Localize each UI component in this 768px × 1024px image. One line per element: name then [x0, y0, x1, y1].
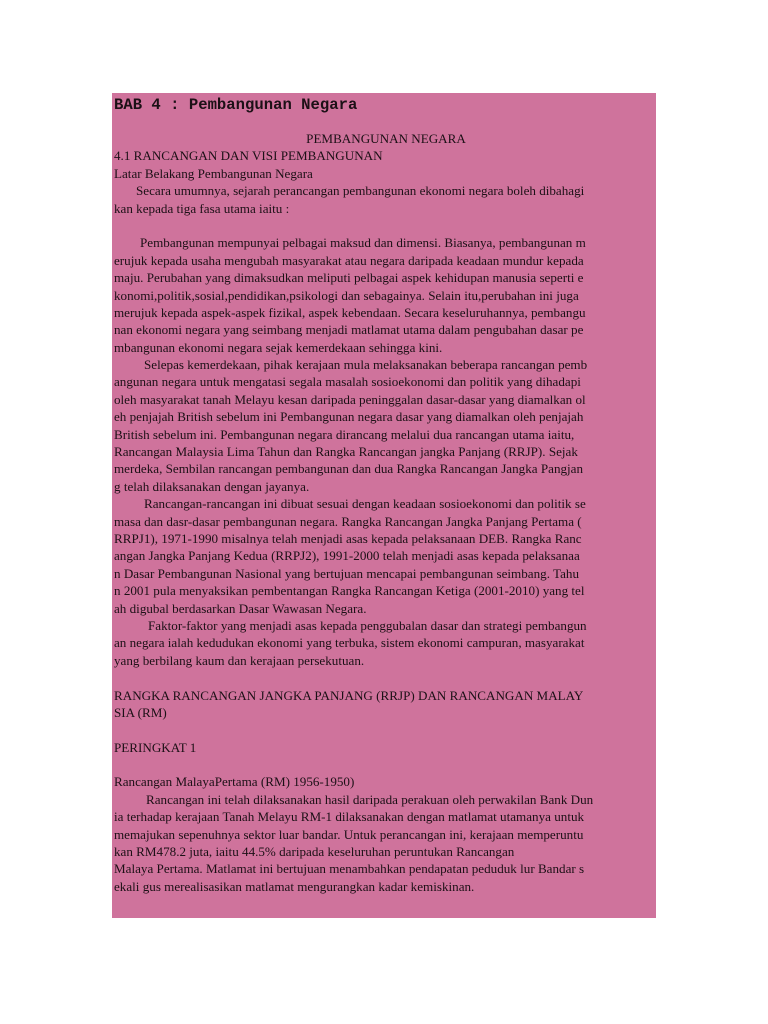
document-page — [112, 93, 656, 918]
text-line: PEMBANGUNAN NEGARA — [306, 131, 466, 146]
text-line: angunan negara untuk mengatasi segala masalah sosioekonomi dan politik yang dihadapi — [114, 374, 581, 390]
text-line: merujuk kepada aspek-aspek fizikal, aspek kebendaan. Secara keseluruhannya, pembangu — [114, 304, 586, 320]
text-line: ah digubal berdasarkan Dasar Wawasan Negara. — [114, 600, 367, 616]
text-line: Secara umumnya, sejarah perancangan pembangunan ekonomi negara boleh dibahagi — [136, 183, 585, 199]
text-line: an negara ialah kedudukan ekonomi yang terbuka, sistem ekonomi campuran, masyarakat — [114, 635, 585, 651]
text-line: Faktor-faktor yang menjadi asas kepada penggubalan dasar dan strategi pembangun — [148, 617, 587, 633]
text-line — [114, 721, 656, 738]
text-line: nan ekonomi negara yang seimbang menjadi matlamat utama dalam pengubahan dasar pe — [114, 322, 584, 338]
text-line — [114, 217, 656, 234]
text-line: kan RM478.2 juta, iaitu 44.5% daripada keseluruhan peruntukan Rancangan — [114, 844, 515, 860]
text-line: mbangunan ekonomi negara sejak kemerdekaan sehingga kini. — [114, 339, 443, 355]
text-line: oleh masyarakat tanah Melayu kesan daripada peninggalan dasar-dasar yang diamalkan ol — [114, 391, 586, 407]
text-line: Pembangunan mempunyai pelbagai maksud dan dimensi. Biasanya, pembangunan m — [140, 235, 586, 251]
text-line: RANGKA RANCANGAN JANGKA PANJANG (RRJP) DAN RANCANGAN MALAY — [114, 687, 584, 703]
text-line: eh penjajah British sebelum ini Pembangunan negara dasar yang diamalkan oleh penjajah — [114, 409, 584, 425]
text-line: erujuk kepada usaha mengubah masyarakat atau negara daripada keadaan mundur kepada — [114, 252, 584, 268]
text-line: g telah dilaksanakan dengan jayanya. — [114, 478, 310, 494]
text-block — [114, 130, 656, 895]
text-line: konomi,politik,sosial,pendidikan,psikologi dan sebagainya. Selain itu,perubahan ini juga — [114, 287, 579, 303]
chapter-title: BAB 4 : Pembangunan Negara — [114, 96, 358, 114]
text-line: Rancangan Malaysia Lima Tahun dan Rangka Rancangan jangka Panjang (RRJP). Sejak — [114, 444, 578, 460]
text-line: SIA (RM) — [114, 704, 167, 720]
text-line: merdeka, Sembilan rancangan pembangunan dan dua Rangka Rancangan Jangka Pangjan — [114, 461, 584, 477]
text-line: Rancangan-rancangan ini dibuat sesuai dengan keadaan sosioekonomi dan politik se — [144, 496, 586, 512]
text-line: 4.1 RANCANGAN DAN VISI PEMBANGUNAN — [114, 148, 383, 164]
text-line: yang berbilang kaum dan kerajaan persekutuan. — [114, 652, 365, 668]
text-line: Selepas kemerdekaan, pihak kerajaan mula melaksanakan beberapa rancangan pemb — [144, 357, 588, 373]
text-line: kan kepada tiga fasa utama iaitu : — [114, 200, 290, 216]
text-line: Latar Belakang Pembangunan Negara — [114, 165, 313, 181]
text-line: Rancangan ini telah dilaksanakan hasil daripada perakuan oleh perwakilan Bank Dun — [146, 791, 594, 807]
text-line: n Dasar Pembangunan Nasional yang bertujuan mencapai pembangunan seimbang. Tahu — [114, 565, 579, 581]
text-line — [114, 756, 656, 773]
text-line: angan Jangka Panjang Kedua (RRPJ2), 1991-2000 telah menjadi asas kepada pelaksanaa — [114, 548, 580, 564]
text-line: RRPJ1), 1971-1990 misalnya telah menjadi asas kepada pelaksanaan DEB. Rangka Ranc — [114, 530, 582, 546]
text-line: PERINGKAT 1 — [114, 739, 197, 755]
text-line: Malaya Pertama. Matlamat ini bertujuan menambahkan pendapatan peduduk lur Bandar s — [114, 861, 585, 877]
text-line: ia terhadap kerajaan Tanah Melayu RM-1 dilaksanakan dengan matlamat utamanya untuk — [114, 809, 585, 825]
text-line: Rancangan MalayaPertama (RM) 1956-1950) — [114, 774, 355, 790]
text-line: memajukan sepenuhnya sektor luar bandar. Untuk perancangan ini, kerajaan memperuntu — [114, 826, 584, 842]
text-line: British sebelum ini. Pembangunan negara dirancang melalui dua rancangan utama iaitu, — [114, 426, 575, 442]
text-line: maju. Perubahan yang dimaksudkan meliputi pelbagai aspek kehidupan manusia seperti e — [114, 270, 584, 286]
text-line: n 2001 pula menyaksikan pembentangan Rangka Rancangan Ketiga (2001-2010) yang tel — [114, 583, 585, 599]
text-line — [114, 669, 656, 686]
text-line: ekali gus merealisasikan matlamat mengurangkan kadar kemiskinan. — [114, 878, 475, 894]
text-line: masa dan dasr-dasar pembangunan negara. Rangka Rancangan Jangka Panjang Pertama ( — [114, 513, 582, 529]
